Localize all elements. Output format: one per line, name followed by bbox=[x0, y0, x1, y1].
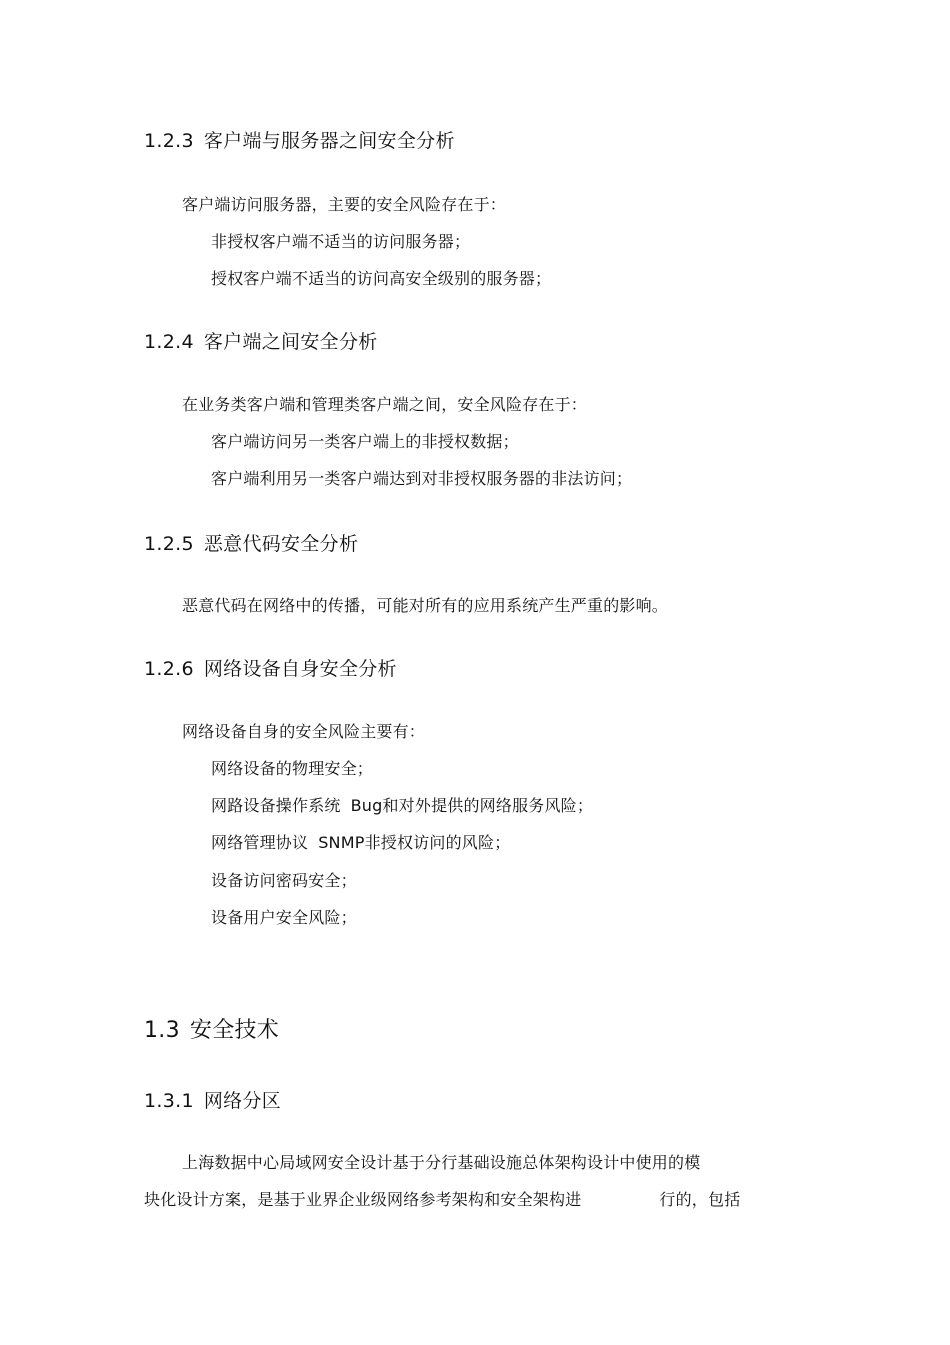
section-title: 网络设备自身安全分析 bbox=[203, 658, 397, 680]
list-item: 非授权客户端不适当的访问服务器； bbox=[211, 232, 471, 251]
list-item: 客户端访问另一类客户端上的非授权数据； bbox=[211, 432, 519, 451]
list-item: 客户端利用另一类客户端达到对非授权服务器的非法访问； bbox=[211, 469, 633, 488]
section-number: 1.3 bbox=[144, 1018, 180, 1043]
section-number: 1.3.1 bbox=[144, 1090, 194, 1112]
list-item: 授权客户端不适当的访问高安全级别的服务器； bbox=[211, 269, 552, 288]
text-fragment: 块化设计方案，是基于业界企业级网络参考架构和安全架构进 bbox=[144, 1190, 582, 1209]
section-number: 1.2.3 bbox=[144, 130, 194, 152]
text-fragment: 网络管理协议 bbox=[211, 833, 309, 852]
section-number: 1.2.4 bbox=[144, 331, 194, 353]
section-title: 客户端与服务器之间安全分析 bbox=[203, 130, 455, 152]
list-item: 设备用户安全风险； bbox=[211, 908, 357, 927]
section-number: 1.2.6 bbox=[144, 658, 194, 680]
text-fragment: 网路设备操作系统 bbox=[211, 796, 341, 815]
section-title: 恶意代码安全分析 bbox=[203, 533, 359, 555]
text-fragment: Bug bbox=[350, 796, 383, 815]
section-title: 网络分区 bbox=[203, 1090, 282, 1112]
section-heading-1-3 bbox=[144, 1016, 279, 1046]
section-number: 1.2.5 bbox=[144, 533, 194, 555]
section-heading-1-2-4 bbox=[144, 329, 378, 355]
text-fragment: SNMP bbox=[318, 833, 365, 852]
section-heading-1-2-6 bbox=[144, 656, 397, 682]
paragraph-intro: 在业务类客户端和管理类客户端之间，安全风险存在于： bbox=[182, 395, 588, 414]
paragraph-intro: 客户端访问服务器，主要的安全风险存在于： bbox=[182, 195, 507, 214]
section-title: 客户端之间安全分析 bbox=[203, 331, 378, 353]
section-heading-1-3-1 bbox=[144, 1088, 281, 1114]
paragraph-intro: 网络设备自身的安全风险主要有： bbox=[182, 722, 426, 741]
text-fragment: 行的，包括 bbox=[659, 1190, 741, 1209]
list-item bbox=[211, 795, 593, 817]
section-title: 安全技术 bbox=[189, 1018, 280, 1043]
text-fragment: 和对外提供的网络服务风险； bbox=[382, 796, 594, 815]
text-fragment: 非授权访问的风险； bbox=[364, 833, 511, 852]
list-item bbox=[211, 832, 510, 854]
list-item: 网络设备的物理安全； bbox=[211, 759, 374, 778]
paragraph-intro: 恶意代码在网络中的传播，可能对所有的应用系统产生严重的影响。 bbox=[182, 596, 669, 615]
list-item: 设备访问密码安全； bbox=[211, 871, 357, 890]
paragraph-line: 上海数据中心局域网安全设计基于分行基础设施总体架构设计中使用的模 bbox=[182, 1153, 701, 1172]
section-heading-1-2-3 bbox=[144, 128, 455, 154]
section-heading-1-2-5 bbox=[144, 531, 358, 557]
paragraph-line bbox=[144, 1189, 740, 1211]
